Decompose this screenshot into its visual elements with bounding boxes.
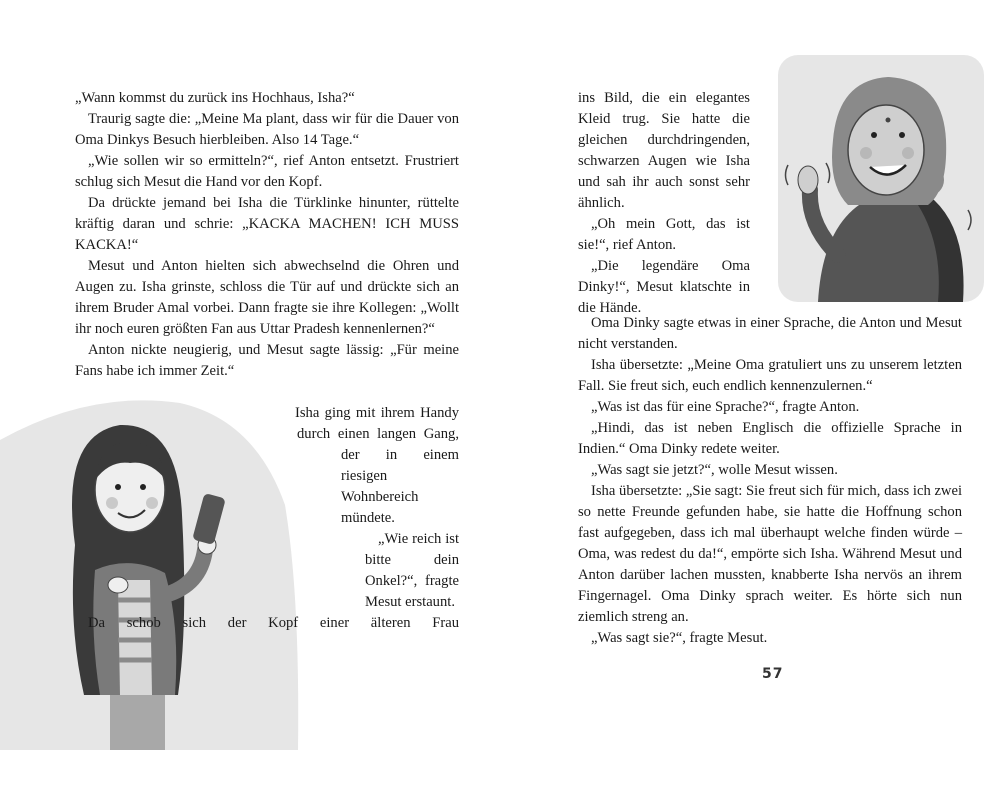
right-page-column-text	[578, 88, 750, 319]
paragraph: Da drückte jemand bei Isha die Türklinke hinunter, rüttelte kräftig daran und schrie: „KACKA MACHEN! ICH MUSS KACKA!“	[75, 195, 459, 253]
paragraph: Isha übersetzte: „Meine Oma gratuliert uns zu unserem letzten Fall. Sie freut sich, euch endlich kennenzulernen.“	[578, 357, 962, 394]
paragraph: „Wie reich ist bitte dein Onkel?“, fragte Mesut erstaunt.	[365, 531, 459, 610]
right-page-full-text	[578, 313, 962, 649]
left-page-top-text	[75, 88, 459, 382]
paragraph: „Was ist das für eine Sprache?“, fragte Anton.	[591, 399, 860, 415]
paragraph: Anton nickte neugierig, und Mesut sagte lässig: „Für meine Fans habe ich immer Zeit.“	[75, 342, 459, 379]
paragraph: Oma Dinky sagte etwas in einer Sprache, die Anton und Mesut nicht verstanden.	[578, 315, 962, 352]
paragraph: Traurig sagte die: „Meine Ma plant, dass wir für die Dauer von Oma Dinkys Besuch hierbleiben. Also 14 Tage.“	[75, 111, 459, 148]
paragraph: „Wie sollen wir so ermitteln?“, rief Anton entsetzt. Frustriert schlug sich Mesut die Hand vor den Kopf.	[75, 153, 459, 190]
paragraph: „Die legendäre Oma Dinky!“, Mesut klatschte in die Hände.	[578, 258, 750, 316]
paragraph: „Oh mein Gott, das ist sie!“, rief Anton.	[578, 216, 750, 253]
paragraph: Isha ging mit ihrem Handy durch einen langen Gang, der in einem riesigen Wohnbereich mündete.	[295, 405, 459, 526]
paragraph: „Hindi, das ist neben Englisch die offizielle Sprache in Indien.“ Oma Dinky redete weiter.	[578, 420, 962, 457]
right-page	[500, 0, 1000, 800]
paragraph: ins Bild, die ein elegantes Kleid trug. Sie hatte die gleichen durchdringenden, schwarzen Augen wie Isha und sah ihr auch sonst sehr ähnlich.	[578, 90, 750, 211]
page-number: 57	[762, 666, 784, 682]
paragraph: „Was sagt sie jetzt?“, wolle Mesut wissen.	[591, 462, 838, 478]
paragraph: Isha übersetzte: „Sie sagt: Sie freut sich für mich, dass ich zwei so nette Freunde gefunden habe, sie hatte die Hoffnung schon fast aufgegeben, dass ich mal überhaupt welche finden würde – Oma, was redest du da!“, empörte sich Isha. Während Mesut und Anton darüber lachen mussten, knabberte Isha nervös an ihrem Fingernagel. Oma Dinky sprach weiter. Es hörte sich nun ziemlich streng an.	[578, 483, 962, 625]
paragraph: „Wann kommst du zurück ins Hochhaus, Isha?“	[75, 90, 355, 106]
paragraph: Mesut und Anton hielten sich abwechselnd die Ohren und Augen zu. Isha grinste, schloss die Tür auf und drückte sich an ihrem Bruder Amal vorbei. Dann fragte sie ihre Kollegen: „Wollt ihr noch euren größten Fan aus Uttar Pradesh kennenlernen?“	[75, 258, 459, 337]
grandma-illustration	[778, 55, 984, 302]
paragraph: „Was sagt sie?“, fragte Mesut.	[591, 630, 768, 646]
left-page-wrapped-text	[75, 403, 459, 634]
paragraph: Da schob sich der Kopf einer älteren Frau	[88, 615, 459, 631]
